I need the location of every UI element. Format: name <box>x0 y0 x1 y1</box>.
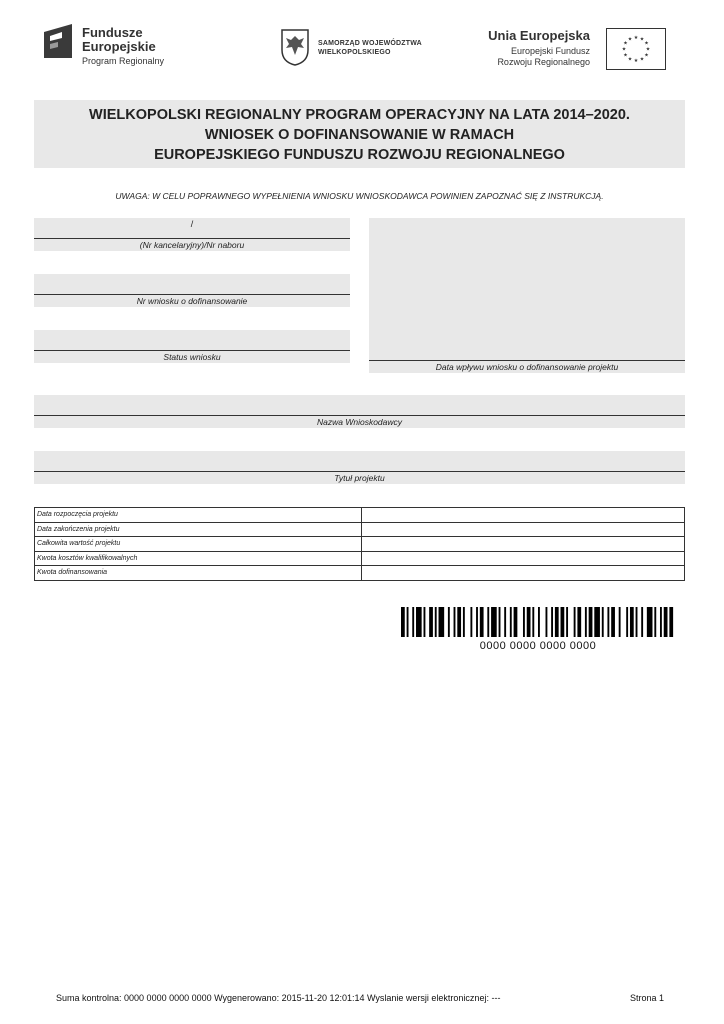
barcode <box>401 607 675 637</box>
svg-text:★: ★ <box>623 40 628 47</box>
ue-line3: Rozwoju Regionalnego <box>497 57 590 67</box>
svg-text:★: ★ <box>644 40 649 47</box>
summary-row-label: Całkowita wartość projektu <box>35 537 362 552</box>
svg-text:★: ★ <box>623 52 628 59</box>
data-wplywu-stamp-field[interactable] <box>369 218 685 360</box>
instruction-notice: UWAGA: W CELU POPRAWNEGO WYPEŁNIENIA WNIOSKU WNIOSKODAWCA POWINIEN ZAPOZNAĆ SIĘ Z INSTRUKCJĄ. <box>115 191 604 201</box>
title-line1: WIELKOPOLSKI REGIONALNY PROGRAM OPERACYJNY NA LATA 2014–2020. <box>89 107 630 123</box>
fundusze-europejskie-mark-icon <box>44 24 72 58</box>
project-summary-table <box>34 507 685 581</box>
title-line3: EUROPEJSKIEGO FUNDUSZU ROZWOJU REGIONALNEGO <box>154 147 565 163</box>
tytul-projektu-label: Tytuł projektu <box>334 473 385 483</box>
title-line2: WNIOSEK O DOFINANSOWANIE W RAMACH <box>204 127 515 143</box>
nr-naboru-value: / <box>190 219 194 229</box>
ue-line1: Unia Europejska <box>488 28 590 43</box>
page-number: Strona 1 <box>630 993 665 1003</box>
summary-row-value[interactable] <box>362 551 685 566</box>
fundusze-line3: Program Regionalny <box>82 56 165 66</box>
summary-row-value[interactable] <box>362 508 685 523</box>
tytul-projektu-field[interactable] <box>34 451 685 471</box>
summary-row-label: Kwota dofinansowania <box>35 566 362 581</box>
summary-row <box>35 566 685 581</box>
summary-row-value[interactable] <box>362 537 685 552</box>
status-field[interactable] <box>34 330 350 350</box>
svg-text:★: ★ <box>645 46 651 53</box>
footer-checksum: Suma kontrolna: 0000 0000 0000 0000 Wygenerowano: 2015-11-20 12:01:14 Wyslanie wersji elektronicznej: --- <box>56 993 501 1003</box>
summary-row-value[interactable] <box>362 566 685 581</box>
svg-text:★: ★ <box>639 56 645 63</box>
status-label: Status wniosku <box>163 352 221 362</box>
svg-text:★: ★ <box>639 36 645 43</box>
samorzad-line1: SAMORZĄD WOJEWÓDZTWA <box>318 40 422 47</box>
nr-naboru-label: (Nr kancelaryjny)/Nr naboru <box>139 240 245 250</box>
eagle-crest-icon <box>280 28 310 66</box>
unia-europejska-logo <box>480 26 666 72</box>
svg-text:★: ★ <box>627 56 633 63</box>
summary-row-label: Data zakończenia projektu <box>35 522 362 537</box>
document-title-band <box>34 100 685 168</box>
barcode-number: 0000 0000 0000 0000 <box>479 640 597 652</box>
summary-row <box>35 508 685 523</box>
summary-row <box>35 537 685 552</box>
svg-text:★: ★ <box>644 52 649 59</box>
fundusze-line1: Fundusze <box>82 25 143 40</box>
svg-text:★: ★ <box>627 36 633 43</box>
fundusze-europejskie-logo <box>44 24 174 70</box>
summary-row-value[interactable] <box>362 522 685 537</box>
summary-row-label: Data rozpoczęcia projektu <box>35 508 362 523</box>
summary-row <box>35 551 685 566</box>
fundusze-line2: Europejskie <box>82 39 156 54</box>
svg-text:★: ★ <box>633 35 639 41</box>
eu-flag-icon <box>606 28 666 70</box>
wnioskodawca-field[interactable] <box>34 395 685 415</box>
wnioskodawca-label: Nazwa Wnioskodawcy <box>316 417 403 427</box>
data-wplywu-label: Data wpływu wniosku o dofinansowanie projektu <box>435 362 619 372</box>
nr-wniosku-field[interactable] <box>34 274 350 294</box>
ue-line2: Europejski Fundusz <box>510 46 590 56</box>
samorzad-logo <box>280 28 430 68</box>
nr-wniosku-label: Nr wniosku o dofinansowanie <box>136 296 248 306</box>
samorzad-line2: WIELKOPOLSKIEGO <box>318 49 391 56</box>
summary-row-label: Kwota kosztów kwalifikowalnych <box>35 551 362 566</box>
svg-text:★: ★ <box>621 46 627 53</box>
summary-row <box>35 522 685 537</box>
svg-text:★: ★ <box>633 58 639 64</box>
